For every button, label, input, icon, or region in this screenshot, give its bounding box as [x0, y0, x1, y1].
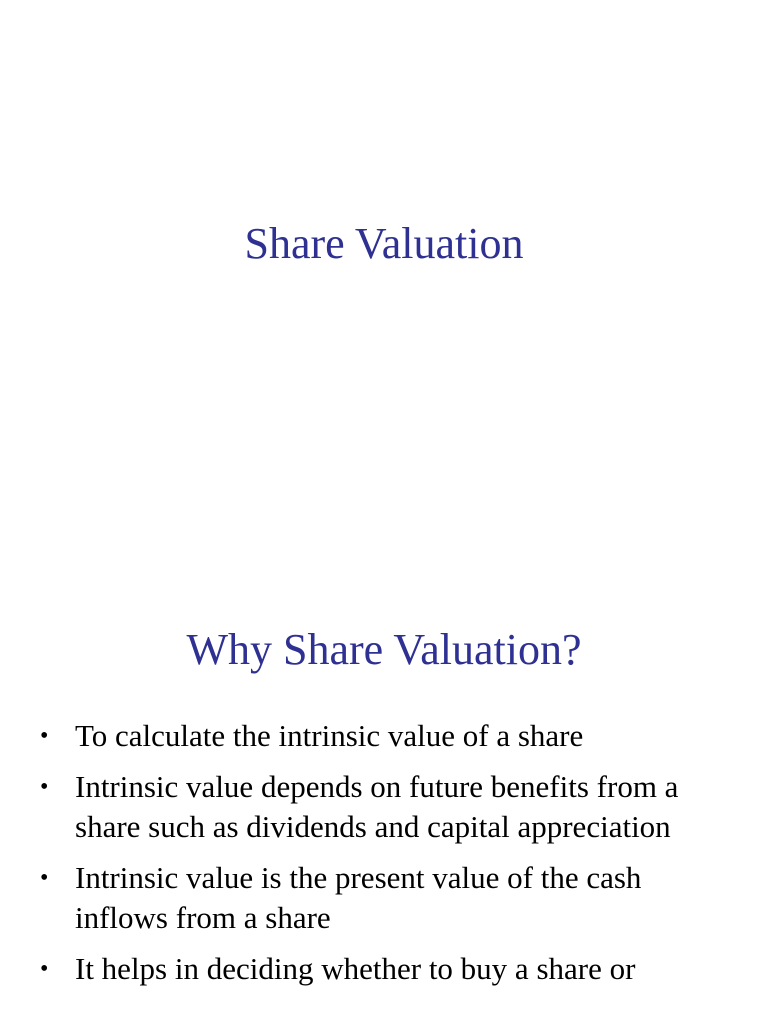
bullet-item [40, 949, 740, 989]
bullet-text: It helps in deciding whether to buy a share or [75, 951, 636, 986]
bullet-text: Intrinsic value is the present value of the cash inflows from a share [75, 860, 642, 935]
bullet-text: Intrinsic value depends on future benefits from a share such as dividends and capital appreciation [75, 769, 679, 844]
bullet-dot-icon: • [40, 774, 49, 800]
bullet-dot-icon: • [40, 723, 49, 749]
slide-title: Share Valuation [244, 219, 524, 268]
bullet-dot-icon: • [40, 956, 49, 982]
bullet-item [40, 716, 740, 756]
bullet-list [40, 716, 740, 1000]
slide-title: Why Share Valuation? [186, 625, 582, 674]
bullet-item [40, 767, 740, 847]
bullet-item [40, 858, 740, 938]
bullet-text: To calculate the intrinsic value of a share [75, 718, 584, 753]
bullet-dot-icon: • [40, 865, 49, 891]
